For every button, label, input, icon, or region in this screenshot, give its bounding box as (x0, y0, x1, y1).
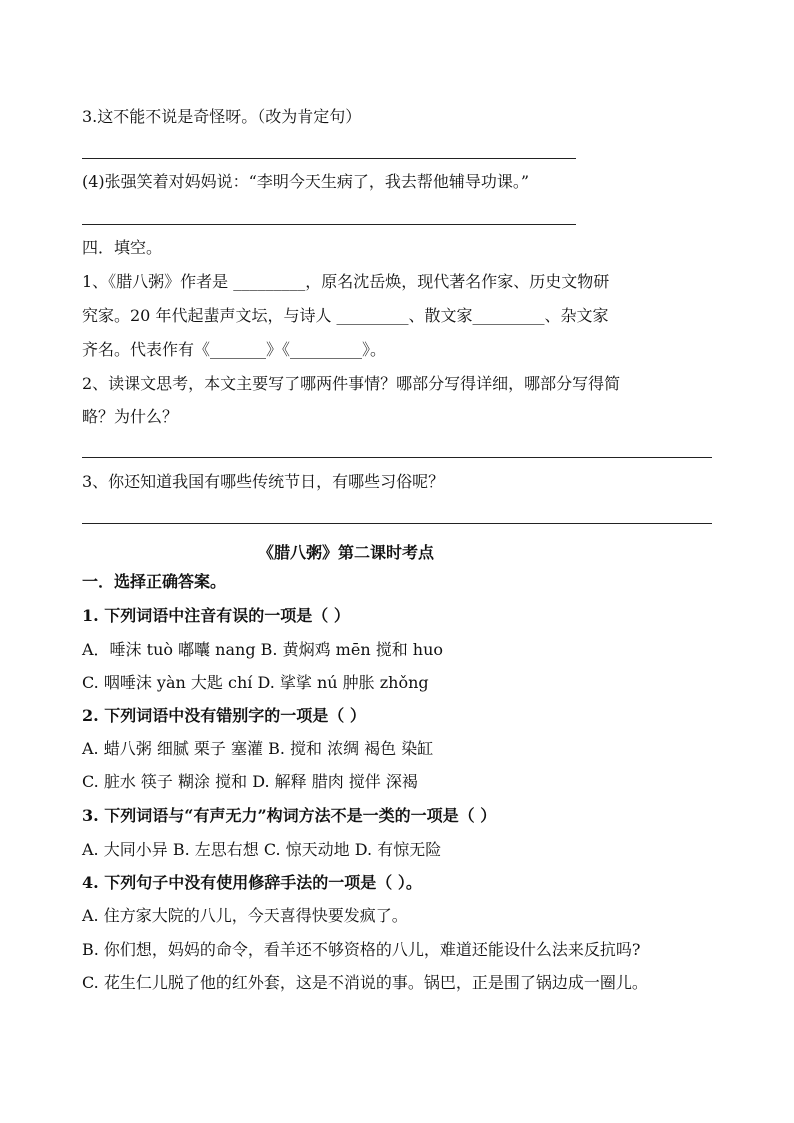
mc-question-3: 3. 下列词语与“有声无力”构词方法不是一类的一项是（ ） (82, 806, 497, 825)
mc-q3-options: A. 大同小异 B. 左思右想 C. 惊天动地 D. 有惊无险 (82, 840, 442, 859)
mc-q4-option-a: A. 住方家大院的八儿，今天喜得快要发疯了。 (82, 906, 408, 925)
fill-q1-line2: 究家。20 年代起蜚声文坛，与诗人 _________、散文家_________、杂文家 (82, 306, 609, 325)
fill-q1-line1: 1、《腊八粥》作者是 _________，原名沈岳焕，现代著名作家、历史文物研 (82, 272, 610, 291)
mc-q4-option-b: B. 你们想，妈妈的命令，看羊还不够资格的八儿，难道还能设什么法来反抗吗? (82, 940, 641, 959)
fill-q2-line1: 2、读课文思考，本文主要写了哪两件事情？哪部分写得详细，哪部分写得简 (82, 374, 621, 393)
mc-q4-option-c: C. 花生仁儿脱了他的红外套，这是不消说的事。锅巴，正是围了锅边成一圈儿。 (82, 973, 648, 992)
mc-q1-options-ab: A．唾沫 tuò 嘟囔 nang B. 黄焖鸡 mēn 搅和 huo (82, 640, 444, 659)
question-4-rewrite: (4)张强笑着对妈妈说：“李明今天生病了，我去帮他辅导功课。” (82, 172, 530, 191)
answer-line (82, 224, 576, 225)
lesson-title: 《腊八粥》第二课时考点 (258, 543, 435, 562)
mc-q2-options-ab: A. 蜡八粥 细腻 栗子 塞灌 B. 搅和 浓绸 褐色 染缸 (82, 739, 434, 758)
answer-line (82, 457, 712, 458)
fill-q2-line2: 略？为什么？ (82, 407, 179, 426)
section-1-heading: 一．选择正确答案。 (82, 572, 227, 591)
mc-question-4: 4. 下列句子中没有使用修辞手法的一项是（ ）。 (82, 873, 422, 892)
answer-line (82, 158, 576, 159)
question-3-rewrite: 3.这不能不说是奇怪呀。（改为肯定句） (82, 107, 362, 126)
fill-q1-line3: 齐名。代表作有《_______》《_________》。 (82, 340, 387, 359)
fill-q3: 3、你还知道我国有哪些传统节日，有哪些习俗呢？ (82, 472, 445, 491)
mc-question-1: 1. 下列词语中注音有误的一项是（ ） (82, 606, 350, 625)
mc-question-2: 2. 下列词语中没有错别字的一项是（ ） (82, 706, 366, 725)
answer-line (82, 523, 712, 524)
section-4-heading: 四．填空。 (82, 238, 163, 257)
mc-q1-options-cd: C. 咽唾沫 yàn 大匙 chí D. 挲挲 nú 肿胀 zhǒng (82, 673, 429, 692)
mc-q2-options-cd: C. 脏水 筷子 糊涂 搅和 D. 解释 腊肉 搅伴 深褐 (82, 772, 418, 791)
